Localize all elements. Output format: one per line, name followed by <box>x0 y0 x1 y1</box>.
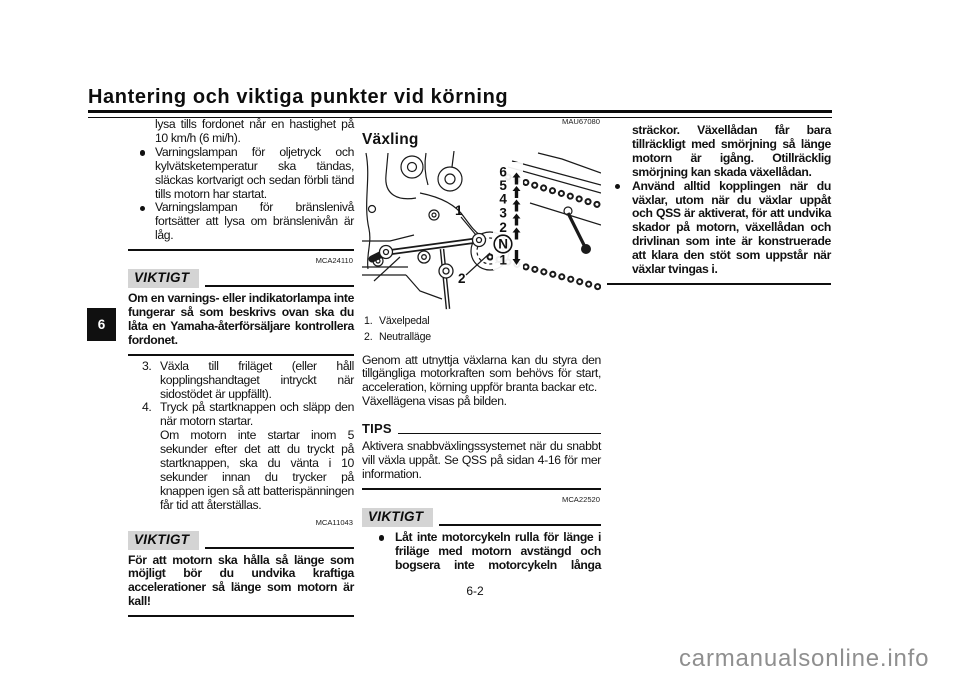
watermark: carmanualsonline.info <box>679 645 930 672</box>
notice-code: MCA11043 <box>315 517 353 527</box>
step-item <box>128 401 354 512</box>
paragraph: Växellägena visas på bilden. <box>362 394 507 409</box>
tips-rule-tail <box>398 433 601 434</box>
shift-pedal-art <box>372 233 486 309</box>
caption-label: Neutralläge <box>379 330 431 343</box>
paragraph-continuation: lysa tills fordonet når en hastighet på 10 km/h (6 mi/h). <box>155 117 354 145</box>
gear-position-label: 4 <box>499 191 507 207</box>
chapter-tab: 6 <box>87 308 116 341</box>
step-number: 3. <box>142 358 152 373</box>
gear-position-label-neutral: N <box>498 236 508 252</box>
gear-position-label: 6 <box>499 164 507 180</box>
gear-position-label: 2 <box>499 219 507 235</box>
paragraph: Genom att utnyttja växlarna kan du styra den tillgängliga motorkraften som behövs för start, acceleration, körning uppför branta backar etc. <box>362 352 601 395</box>
notice-code: MCA22520 <box>562 494 600 504</box>
notice-header <box>128 269 354 288</box>
section-heading: Växling <box>362 130 419 148</box>
tips-text: Aktivera snabbväxlingssystemet när du snabbt vill växla uppåt. Se QSS på sidan 4-16 för mer information. <box>362 439 601 481</box>
step-text: Växla till friläget (eller håll kopplingshandtaget intryckt när sidostödet är uppfällt). <box>160 358 354 401</box>
gear-diagram <box>362 151 601 312</box>
tips-label: TIPS <box>362 421 392 437</box>
step-number: 4. <box>142 400 152 415</box>
step-continuation: Om motorn inte startar inom 5 sekunder efter det att du tryckt på startknappen, ska du vänta i 10 sekunder innan du trycker på knappen igen så att batterispänningen får tid att återställas. <box>160 428 354 512</box>
bullet-item <box>607 180 831 277</box>
column-rule <box>362 488 601 490</box>
middle-column <box>362 115 601 572</box>
section-code: MAU67080 <box>562 117 600 126</box>
notice-label: VIKTIGT <box>362 508 433 527</box>
notice-code: MCA24110 <box>315 256 353 266</box>
column-rule <box>128 249 354 251</box>
tips-header <box>362 421 601 436</box>
notice-header <box>128 531 354 550</box>
notice-rule-tail <box>439 524 601 526</box>
caption-number: 1. <box>364 314 373 327</box>
caption-number: 2. <box>364 330 373 343</box>
notice-text: Om en varnings- eller indikatorlampa inte fungerar så som beskrivs ovan ska du låta en Yamaha-återförsäljare kontrollera fordonet. <box>128 291 354 347</box>
column-rule <box>128 354 354 356</box>
callout-number: 1 <box>455 202 463 218</box>
notice-text: För att motorn ska hålla så länge som möjligt bör du undvika kraftiga accelerationer så länge som motorn är kall! <box>128 552 354 609</box>
left-column <box>128 118 354 617</box>
notice-rule-tail <box>205 547 354 549</box>
callout-number: 2 <box>458 270 466 286</box>
gear-shift-figure <box>362 151 601 312</box>
page-title: Hantering och viktiga punkter vid körning <box>88 86 509 108</box>
caption-item <box>362 314 601 330</box>
callout-leader <box>461 217 476 235</box>
bullet-text: Varningslampan för oljetryck och kylvätsketemperatur ska tändas, släckas kortvarigt och sedan förbli tänd tills motorn har startat. <box>155 144 354 201</box>
notice-rule-tail <box>205 285 354 287</box>
callout-leader <box>466 253 490 275</box>
gear-position-label: 1 <box>499 252 507 268</box>
bullet-text: Använd alltid kopplingen när du växlar, utom när du växlar uppåt och QSS är aktiverat, för att undvika skador på motorn, växellådan och drivlinan som inte är konstruerade att klara den stöt som uppstår när växlar tvingas i. <box>632 178 831 277</box>
notice-header <box>362 508 601 527</box>
notice-label: VIKTIGT <box>128 269 199 288</box>
caption-label: Växelpedal <box>379 314 430 327</box>
column-rule <box>128 615 354 617</box>
notice-label: VIKTIGT <box>128 531 199 550</box>
gear-position-label: 5 <box>499 177 507 193</box>
step-item <box>128 360 354 402</box>
bullet-item <box>128 201 354 243</box>
bullet-item <box>362 531 601 573</box>
column-rule <box>607 283 831 285</box>
bullet-item <box>128 146 354 202</box>
bullet-continuation: sträckor. Växellådan får bara tillräckligt med smörjning så länge motorn är igång. Otillräcklig smörjning kan skada växellådan. <box>632 123 831 179</box>
right-column <box>607 124 831 285</box>
step-text: Tryck på startknappen och släpp den när motorn startar. <box>160 400 354 429</box>
bullet-text: Låt inte motorcykeln rulla för länge i friläge med motorn avstängd och bogsera inte motorcykeln långa <box>395 529 601 572</box>
gear-position-label: 3 <box>499 205 507 221</box>
bullet-text: Varningslampan för bränslenivå fortsätter att lysa om bränslenivån är låg. <box>155 200 354 243</box>
caption-item <box>362 330 601 346</box>
page-number: 6-2 <box>466 584 484 598</box>
